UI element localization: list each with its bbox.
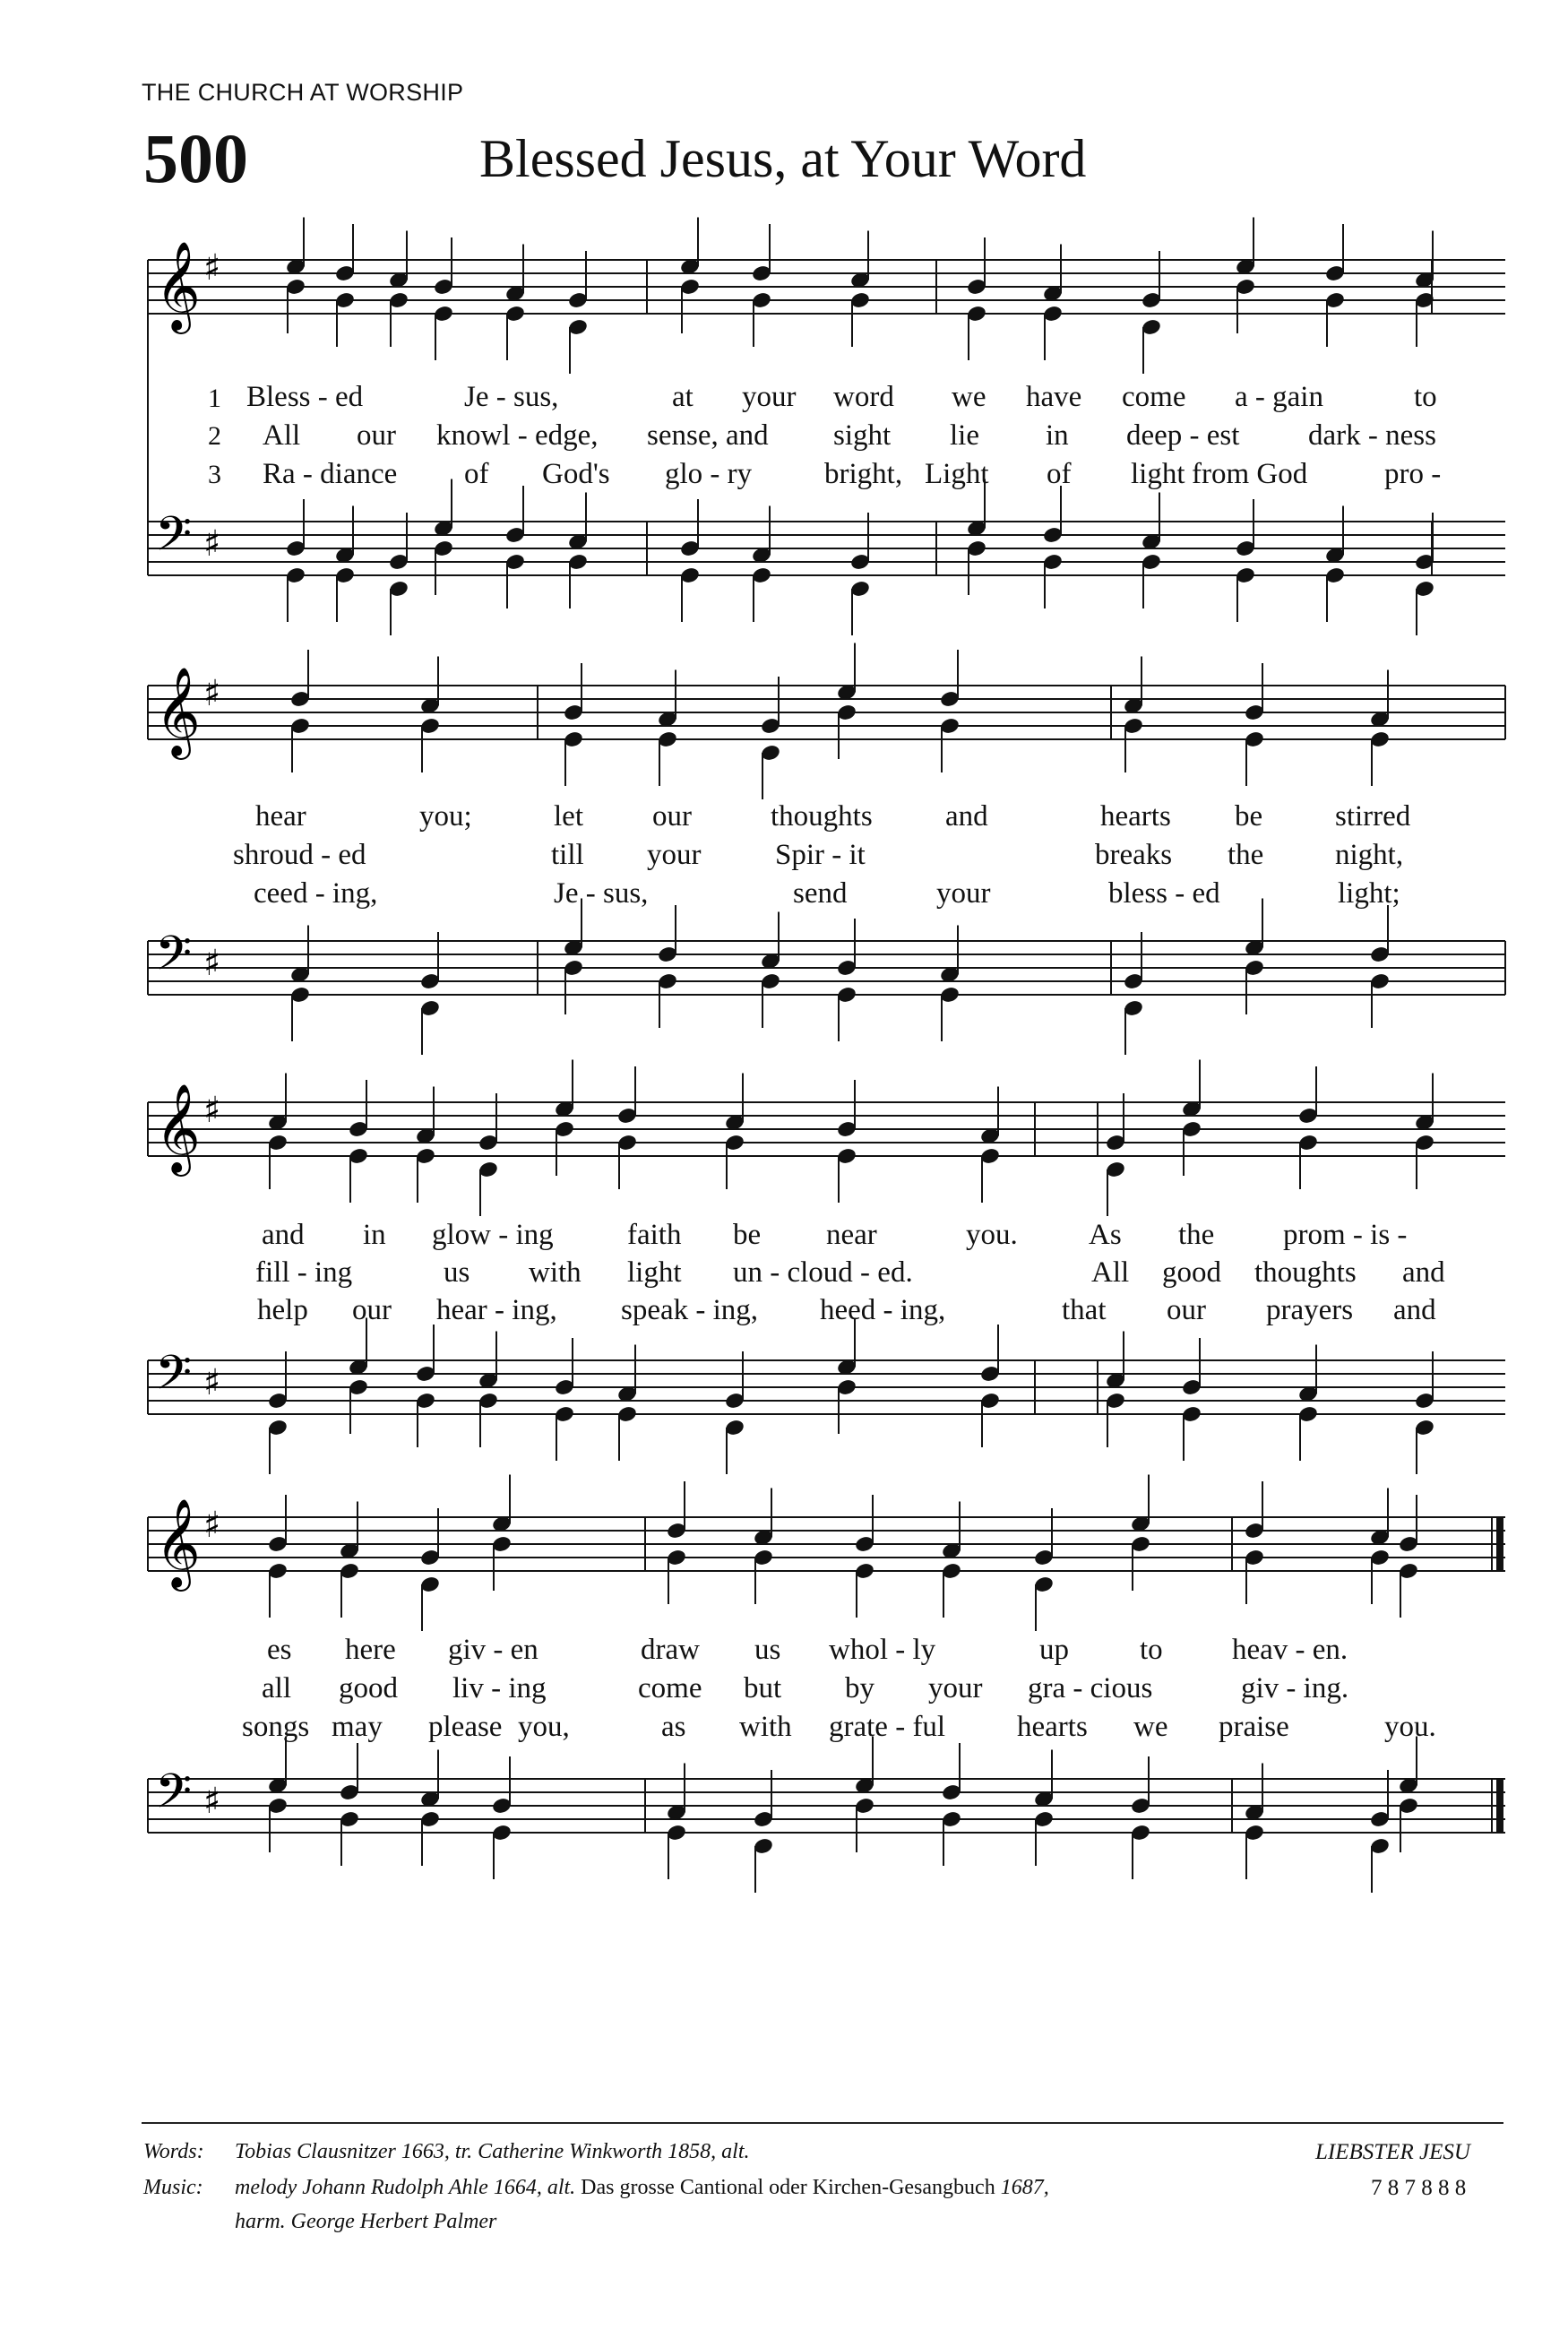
- final-barline: [1496, 1517, 1503, 1571]
- lyric: as: [661, 1711, 686, 1743]
- lyric: come: [1122, 381, 1186, 413]
- lyric: Spir - it: [775, 839, 866, 871]
- footer-rule: [142, 2122, 1503, 2124]
- lyric: our: [1167, 1294, 1206, 1326]
- treble-clef-icon: 𝄞: [155, 1083, 201, 1173]
- lyric: stirred: [1335, 800, 1411, 833]
- lyric: glo - ry: [665, 458, 753, 490]
- lyric: have: [1026, 381, 1082, 413]
- meter: 7 8 7 8 8 8: [1371, 2176, 1467, 2200]
- lyric: the: [1178, 1219, 1215, 1251]
- lyric: good: [339, 1672, 398, 1704]
- lyric: bright,: [824, 458, 903, 490]
- lyric: and: [1402, 1256, 1445, 1289]
- lyric: all: [262, 1672, 291, 1704]
- tune-name: LIEBSTER JESU: [1315, 2140, 1470, 2164]
- hymn-title: Blessed Jesus, at Your Word: [479, 129, 1087, 188]
- key-signature-sharp-icon: ♯: [203, 1090, 221, 1131]
- lyric: ceed - ing,: [254, 877, 378, 910]
- bass-clef-icon: 𝄢: [155, 1765, 193, 1831]
- lyric: our: [652, 800, 692, 833]
- key-signature-sharp-icon: ♯: [203, 523, 221, 565]
- lyric: of: [1047, 458, 1072, 490]
- harmony-credit: harm. George Herbert Palmer: [235, 2210, 497, 2233]
- key-signature-sharp-icon: ♯: [203, 943, 221, 984]
- lyric: with: [529, 1256, 582, 1289]
- treble-clef-icon: 𝄞: [155, 241, 201, 331]
- lyric: by: [845, 1672, 874, 1704]
- lyric: your: [928, 1672, 983, 1704]
- lyric: deep - est: [1126, 419, 1240, 452]
- lyric: be: [733, 1219, 762, 1251]
- lyric: us: [444, 1256, 470, 1289]
- lyric: All: [1091, 1256, 1130, 1289]
- lyric: glow - ing: [432, 1219, 554, 1251]
- lyric: hearts: [1017, 1711, 1088, 1743]
- music-source-credit: Das grosse Cantional oder Kirchen-Gesangbuch: [581, 2176, 995, 2199]
- lyric: light: [627, 1256, 682, 1289]
- lyric: let: [554, 800, 583, 833]
- music-label: Music:: [143, 2176, 203, 2199]
- lyric: Ra - diance: [263, 458, 398, 490]
- lyric: our: [352, 1294, 392, 1326]
- lyric: to: [1414, 381, 1437, 413]
- key-signature-sharp-icon: ♯: [203, 673, 221, 714]
- lyric: bless - ed: [1108, 877, 1220, 910]
- lyric: whol - ly: [829, 1634, 936, 1666]
- section-heading: THE CHURCH AT WORSHIP: [142, 79, 464, 106]
- bass-clef-icon: 𝄢: [155, 1346, 193, 1412]
- lyric: shroud - ed: [233, 839, 366, 871]
- lyric: Light: [925, 458, 989, 490]
- bass-clef-icon: 𝄢: [155, 507, 193, 574]
- lyric: pro -: [1384, 458, 1442, 490]
- lyric: light;: [1338, 877, 1400, 910]
- lyric: at: [672, 381, 694, 413]
- lyric: giv - en: [448, 1634, 538, 1666]
- lyric: Bless - ed: [246, 381, 364, 413]
- lyric: praise: [1219, 1711, 1289, 1743]
- lyric: giv - ing.: [1241, 1672, 1349, 1704]
- lyric: grate - ful: [829, 1711, 946, 1743]
- lyric: up: [1039, 1634, 1069, 1666]
- lyric: heav - en.: [1232, 1634, 1348, 1666]
- lyric: heed - ing,: [820, 1294, 946, 1326]
- lyric: till: [551, 839, 584, 871]
- lyric: es: [267, 1634, 292, 1666]
- lyric: the: [1228, 839, 1264, 871]
- lyric: that: [1062, 1294, 1107, 1326]
- lyric: we: [952, 381, 986, 413]
- lyric: liv - ing: [452, 1672, 547, 1704]
- lyric: and: [945, 800, 988, 833]
- lyric: we: [1133, 1711, 1168, 1743]
- verse-number: 2: [208, 421, 221, 451]
- lyric: your: [936, 877, 991, 910]
- lyric: of: [464, 458, 489, 490]
- lyric: your: [647, 839, 702, 871]
- music-credit: [235, 2176, 1049, 2200]
- lyric: songs: [242, 1711, 310, 1743]
- final-barline: [1496, 1779, 1503, 1833]
- bass-clef-icon: 𝄢: [155, 927, 193, 993]
- lyric: thoughts: [771, 800, 873, 833]
- lyric: speak - ing,: [621, 1294, 759, 1326]
- lyric: hear: [255, 800, 306, 833]
- lyric: hearts: [1100, 800, 1171, 833]
- lyric: you;: [419, 800, 472, 833]
- lyric: in: [363, 1219, 386, 1251]
- lyric: but: [744, 1672, 782, 1704]
- lyric: with: [739, 1711, 792, 1743]
- lyric: lie: [950, 419, 979, 452]
- lyric: fill - ing: [255, 1256, 353, 1289]
- lyric: from God: [1192, 458, 1308, 490]
- lyric: and: [1393, 1294, 1436, 1326]
- hymn-number: 500: [143, 119, 248, 197]
- lyric: sight: [833, 419, 892, 452]
- lyric: thoughts: [1254, 1256, 1357, 1289]
- lyric: may: [332, 1711, 383, 1743]
- lyric: Je - sus,: [464, 381, 559, 413]
- lyric: you,: [518, 1711, 570, 1743]
- lyric: breaks: [1095, 839, 1173, 871]
- lyric: near: [826, 1219, 877, 1251]
- lyric: and: [262, 1219, 305, 1251]
- lyric: send: [793, 877, 848, 910]
- lyric: Je - sus,: [554, 877, 649, 910]
- key-signature-sharp-icon: ♯: [203, 247, 221, 289]
- lyric: good: [1162, 1256, 1221, 1289]
- lyric: faith: [627, 1219, 682, 1251]
- lyric: night,: [1335, 839, 1404, 871]
- lyric: here: [345, 1634, 396, 1666]
- key-signature-sharp-icon: ♯: [203, 1505, 221, 1546]
- treble-clef-icon: 𝄞: [155, 667, 201, 756]
- lyric: gra - cious: [1028, 1672, 1153, 1704]
- verse-number: 1: [208, 384, 221, 413]
- music-source-year: 1687,: [1000, 2176, 1049, 2199]
- lyric: a - gain: [1235, 381, 1323, 413]
- lyric: help: [257, 1294, 308, 1326]
- lyric: As: [1089, 1219, 1122, 1251]
- lyric: un - cloud - ed.: [733, 1256, 913, 1289]
- lyric: sense, and: [647, 419, 769, 452]
- lyric: word: [833, 381, 894, 413]
- verse-number: 3: [208, 460, 221, 489]
- lyric: draw: [641, 1634, 700, 1666]
- lyric: our: [357, 419, 396, 452]
- lyric: you.: [966, 1219, 1018, 1251]
- lyric: hear - ing,: [436, 1294, 557, 1326]
- key-signature-sharp-icon: ♯: [203, 1362, 221, 1403]
- lyric: be: [1235, 800, 1263, 833]
- lyric: us: [754, 1634, 781, 1666]
- treble-clef-icon: 𝄞: [155, 1498, 201, 1588]
- lyric: please: [428, 1711, 503, 1743]
- lyric: prom - is -: [1283, 1219, 1408, 1251]
- words-credit: Tobias Clausnitzer 1663, tr. Catherine Winkworth 1858, alt.: [235, 2140, 750, 2163]
- lyric: God's: [542, 458, 610, 490]
- lyric: dark - ness: [1308, 419, 1436, 452]
- key-signature-sharp-icon: ♯: [203, 1781, 221, 1822]
- lyric: come: [638, 1672, 702, 1704]
- lyric: light: [1131, 458, 1185, 490]
- lyric: you.: [1384, 1711, 1436, 1743]
- lyric: prayers: [1266, 1294, 1354, 1326]
- words-label: Words:: [143, 2140, 204, 2163]
- music-melody-credit: melody Johann Rudolph Ahle 1664, alt.: [235, 2176, 576, 2199]
- lyric: in: [1046, 419, 1069, 452]
- lyric: your: [742, 381, 797, 413]
- lyric: knowl - edge,: [436, 419, 599, 452]
- lyric: to: [1140, 1634, 1163, 1666]
- lyric: All: [263, 419, 301, 452]
